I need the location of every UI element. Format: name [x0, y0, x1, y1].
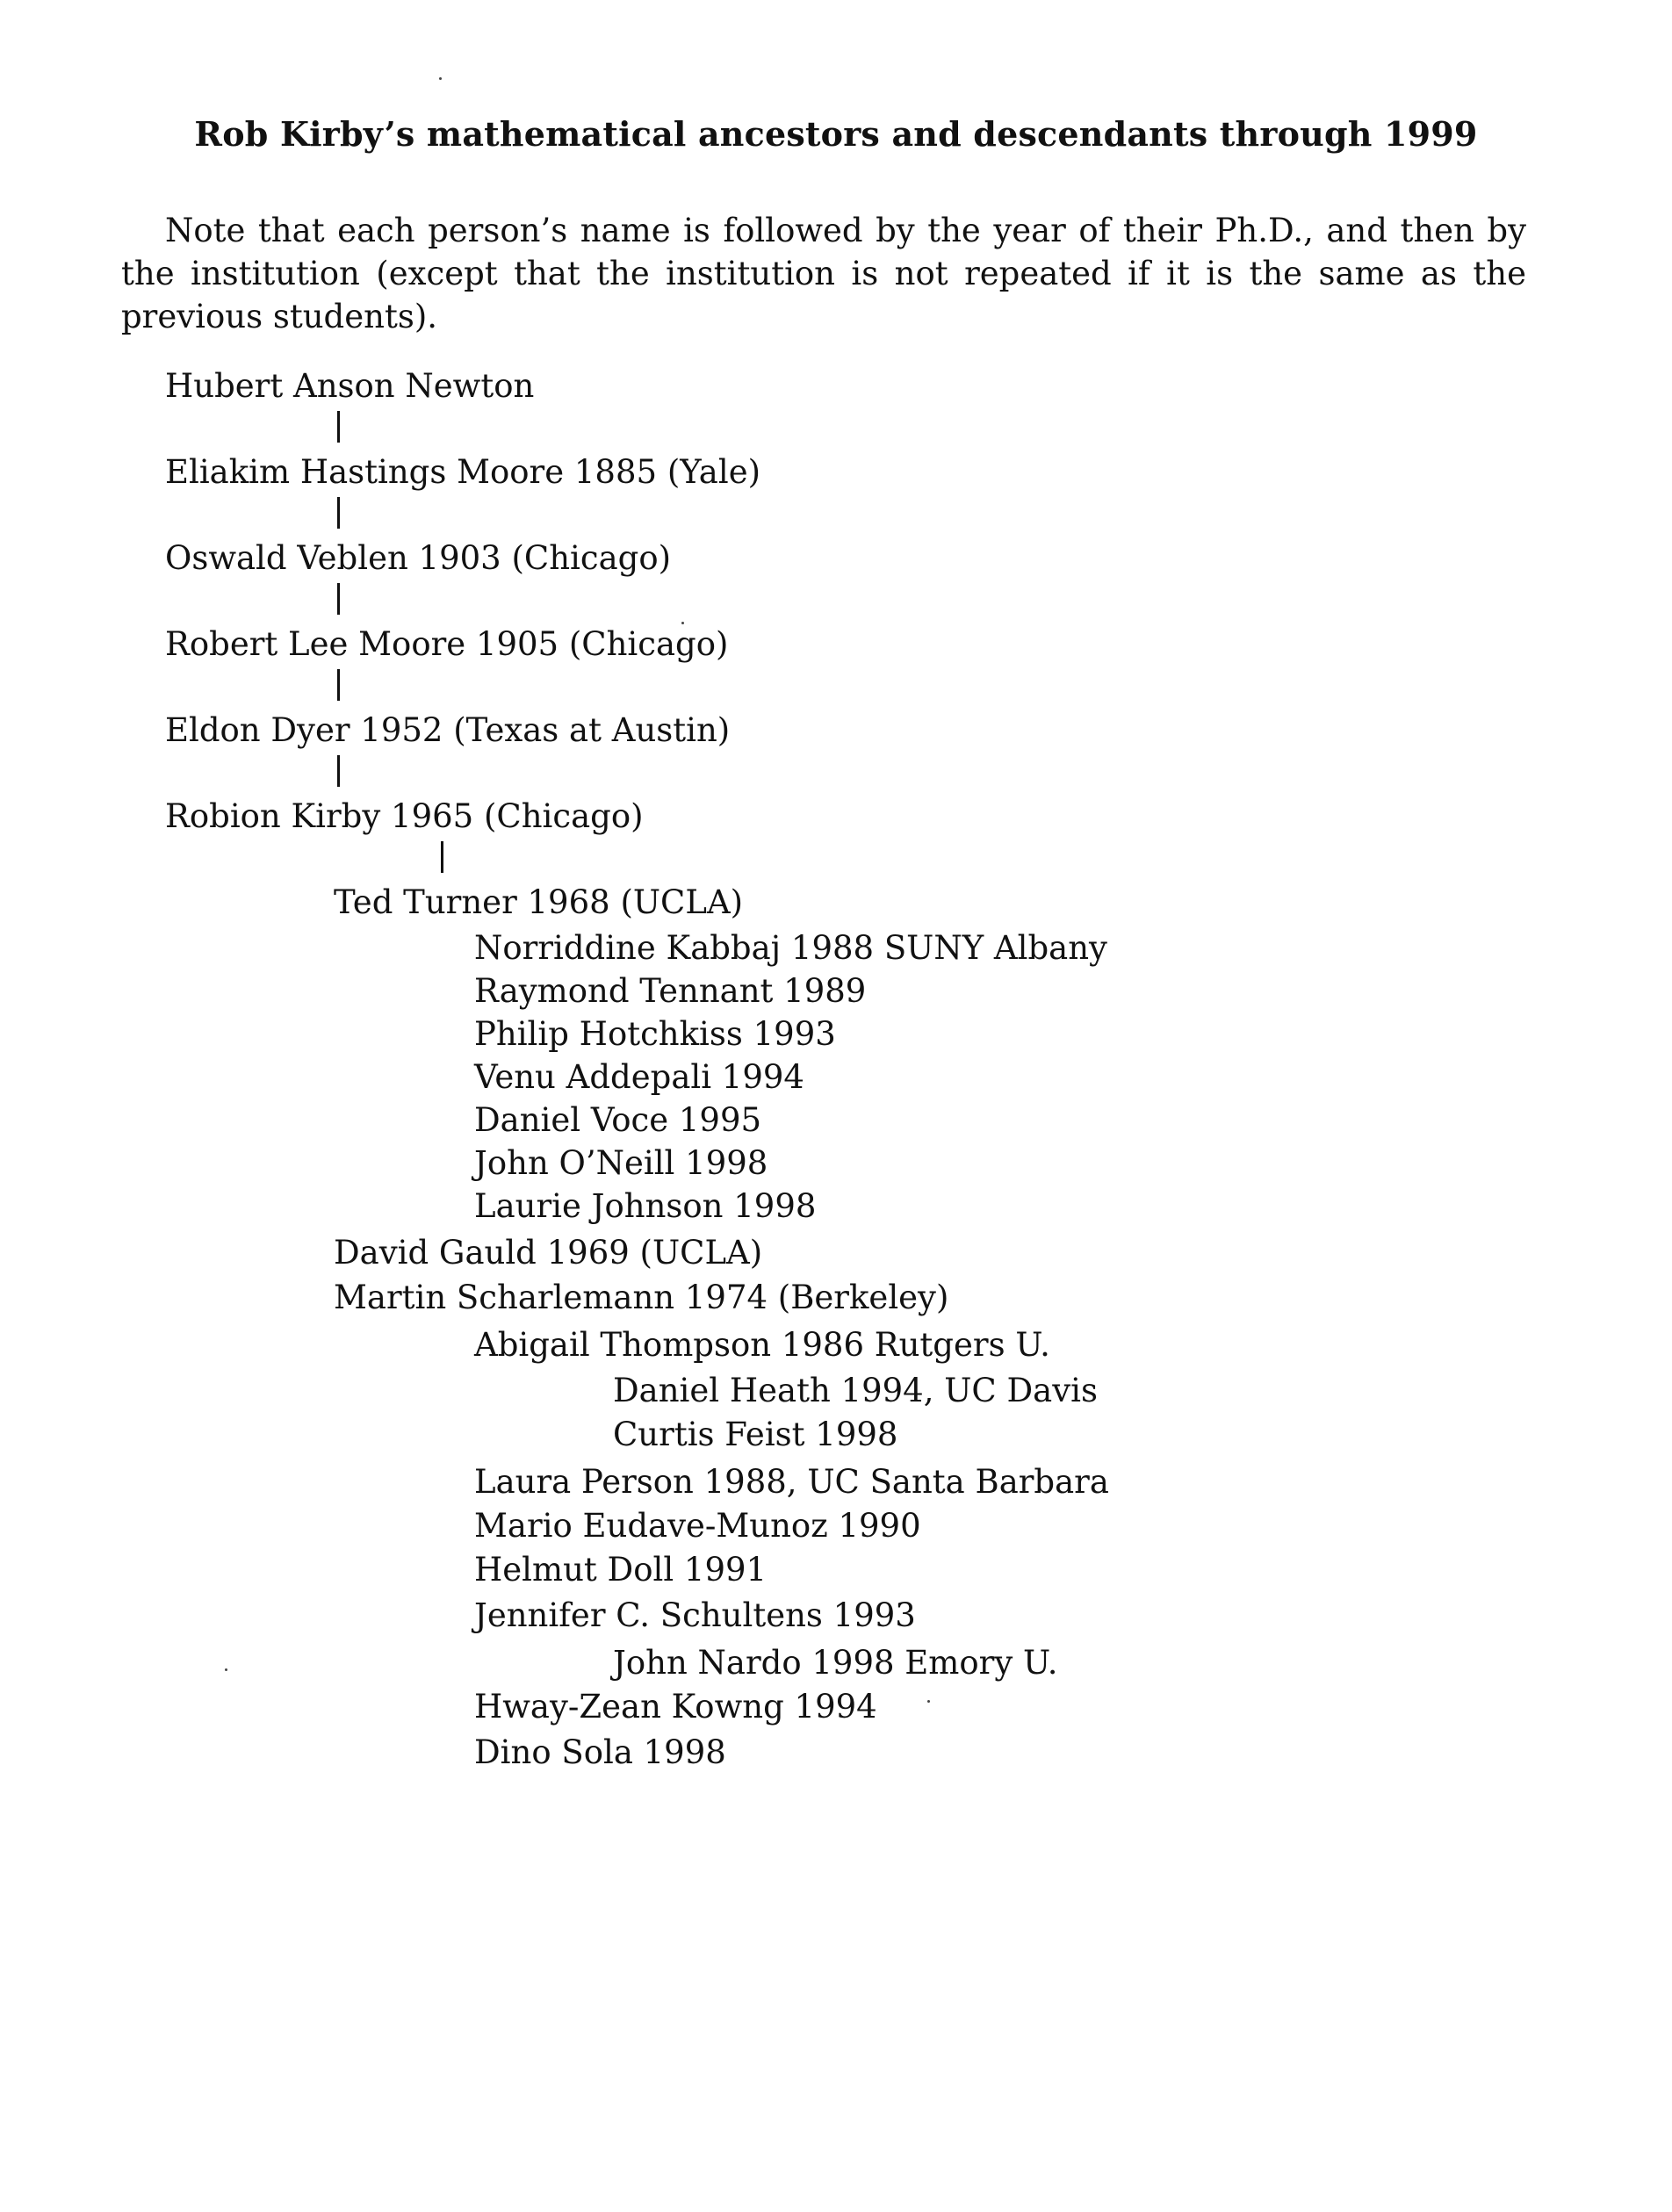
great-grandstudent-entry: John Nardo 1998 Emory U.	[613, 1644, 1058, 1682]
grandstudent-entry: Raymond Tennant 1989	[474, 972, 867, 1010]
ancestor-entry: Hubert Anson Newton	[165, 367, 535, 405]
ancestor-entry: Robert Lee Moore 1905 (Chicago)	[165, 625, 729, 663]
grandstudent-entry: Daniel Voce 1995	[474, 1101, 762, 1139]
lineage-connector	[441, 841, 443, 873]
student-entry: Ted Turner 1968 (UCLA)	[334, 883, 744, 921]
grandstudent-entry: Jennifer C. Schultens 1993	[474, 1596, 916, 1634]
great-grandstudent-entry: Curtis Feist 1998	[613, 1416, 898, 1453]
lineage-connector	[337, 583, 340, 615]
great-grandstudent-entry: Daniel Heath 1994, UC Davis	[613, 1372, 1098, 1409]
grandstudent-entry: Laurie Johnson 1998	[474, 1187, 817, 1225]
lineage-connector	[337, 669, 340, 701]
lineage-connector	[337, 497, 340, 529]
scan-speck	[927, 1700, 930, 1703]
grandstudent-entry: Abigail Thompson 1986 Rutgers U.	[474, 1326, 1050, 1364]
grandstudent-entry: Hway-Zean Kowng 1994	[474, 1688, 877, 1726]
scan-speck	[225, 1668, 227, 1671]
ancestor-entry: Oswald Veblen 1903 (Chicago)	[165, 539, 672, 577]
grandstudent-entry: Philip Hotchkiss 1993	[474, 1015, 836, 1053]
grandstudent-entry: Dino Sola 1998	[474, 1733, 726, 1771]
page-title: Rob Kirby’s mathematical ancestors and descendants through 1999	[194, 114, 1478, 154]
grandstudent-entry: Mario Eudave-Munoz 1990	[474, 1507, 921, 1545]
grandstudent-entry: John O’Neill 1998	[474, 1144, 768, 1182]
student-entry: David Gauld 1969 (UCLA)	[334, 1234, 763, 1272]
ancestor-entry: Robion Kirby 1965 (Chicago)	[165, 797, 644, 835]
scan-speck	[681, 622, 684, 624]
ancestor-entry: Eliakim Hastings Moore 1885 (Yale)	[165, 453, 761, 491]
grandstudent-entry: Norriddine Kabbaj 1988 SUNY Albany	[474, 929, 1107, 967]
scan-speck	[439, 77, 442, 80]
grandstudent-entry: Venu Addepali 1994	[474, 1058, 804, 1096]
student-entry: Martin Scharlemann 1974 (Berkeley)	[334, 1279, 949, 1316]
ancestor-entry: Eldon Dyer 1952 (Texas at Austin)	[165, 711, 731, 749]
grandstudent-entry: Helmut Doll 1991	[474, 1551, 768, 1589]
intro-note: Note that each person’s name is followed by the year of their Ph.D., and then by the institution (except that the institution is not repeated if it is the same as the previous students).	[121, 212, 1526, 335]
grandstudent-entry: Laura Person 1988, UC Santa Barbara	[474, 1463, 1109, 1501]
lineage-connector	[337, 411, 340, 443]
lineage-connector	[337, 755, 340, 787]
